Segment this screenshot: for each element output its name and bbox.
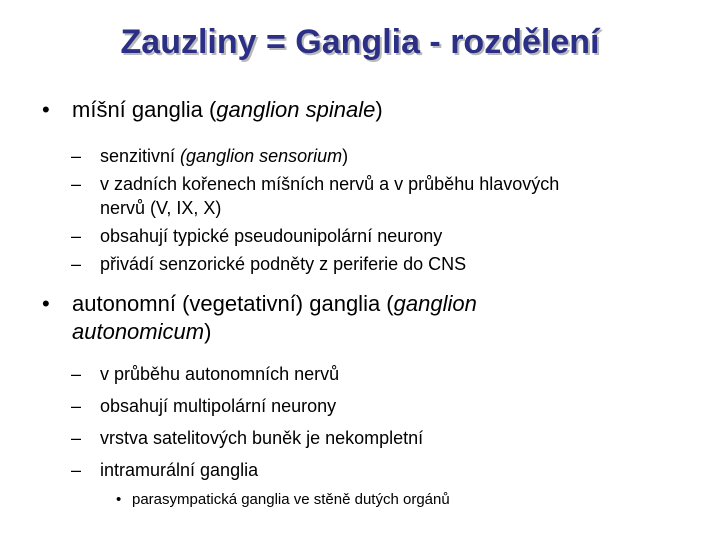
subitem-pseudounipolar — [42, 224, 692, 248]
bullet-spinal-ganglia — [42, 96, 692, 124]
subitem-autonomic-nerves — [42, 362, 692, 386]
subitem-text: v průběhu autonomních nervů — [100, 364, 340, 384]
dash-marker: – — [71, 174, 82, 194]
subitem-intramural — [42, 458, 692, 482]
slide-content — [42, 96, 692, 510]
dash-marker: – — [71, 254, 82, 274]
subitem-text: obsahují typické pseudounipolární neurony — [100, 226, 443, 246]
subitem-text: přivádí senzorické podněty z periferie do CNS — [100, 254, 467, 274]
dash-marker: – — [71, 396, 82, 416]
subitem-location — [42, 172, 692, 220]
bullet-text-line1: autonomní (vegetativní) ganglia ( — [72, 291, 394, 316]
bullet-marker: • — [42, 291, 50, 316]
dash-marker: – — [71, 226, 82, 246]
bullet-close: ) — [204, 319, 212, 344]
subitem-text-line1: v zadních kořenech míšních nervů a v průběhu hlavových — [100, 174, 560, 194]
slide-title: Zauzliny = Ganglia - rozdělení — [120, 23, 600, 61]
dash-marker: – — [71, 364, 82, 384]
subitem-afferent — [42, 252, 692, 276]
bullet-italic-term: ganglion spinale — [216, 97, 376, 122]
bullet-autonomic-ganglia — [42, 290, 692, 346]
bullet-marker: • — [116, 491, 122, 508]
subitem-italic-term: (ganglion sensorium — [180, 146, 343, 166]
dash-marker: – — [71, 428, 82, 448]
bullet-italic-term-line1: ganglion — [393, 291, 477, 316]
subitem-text: obsahují multipolární neurony — [100, 396, 337, 416]
bullet-marker: • — [42, 97, 50, 122]
bullet-italic-term-line2: autonomicum — [72, 319, 205, 344]
subsubitem-parasympathetic — [42, 490, 692, 510]
subitem-multipolar — [42, 394, 692, 418]
bullet-close: ) — [375, 97, 383, 122]
subitem-text-line2: nervů (V, IX, X) — [100, 198, 222, 218]
dash-marker: – — [71, 146, 82, 166]
dash-marker: – — [71, 460, 82, 480]
subitem-text: senzitivní — [100, 146, 181, 166]
subitem-text: intramurální ganglia — [100, 460, 259, 480]
bullet-text: míšní ganglia ( — [72, 97, 217, 122]
subitem-sensory — [42, 144, 692, 168]
subitem-text: vrstva satelitových buněk je nekompletní — [100, 428, 424, 448]
subsubitem-text: parasympatická ganglia ve stěně dutých orgánů — [132, 491, 450, 508]
subitem-close: ) — [342, 146, 349, 166]
subitem-satellite-cells — [42, 426, 692, 450]
